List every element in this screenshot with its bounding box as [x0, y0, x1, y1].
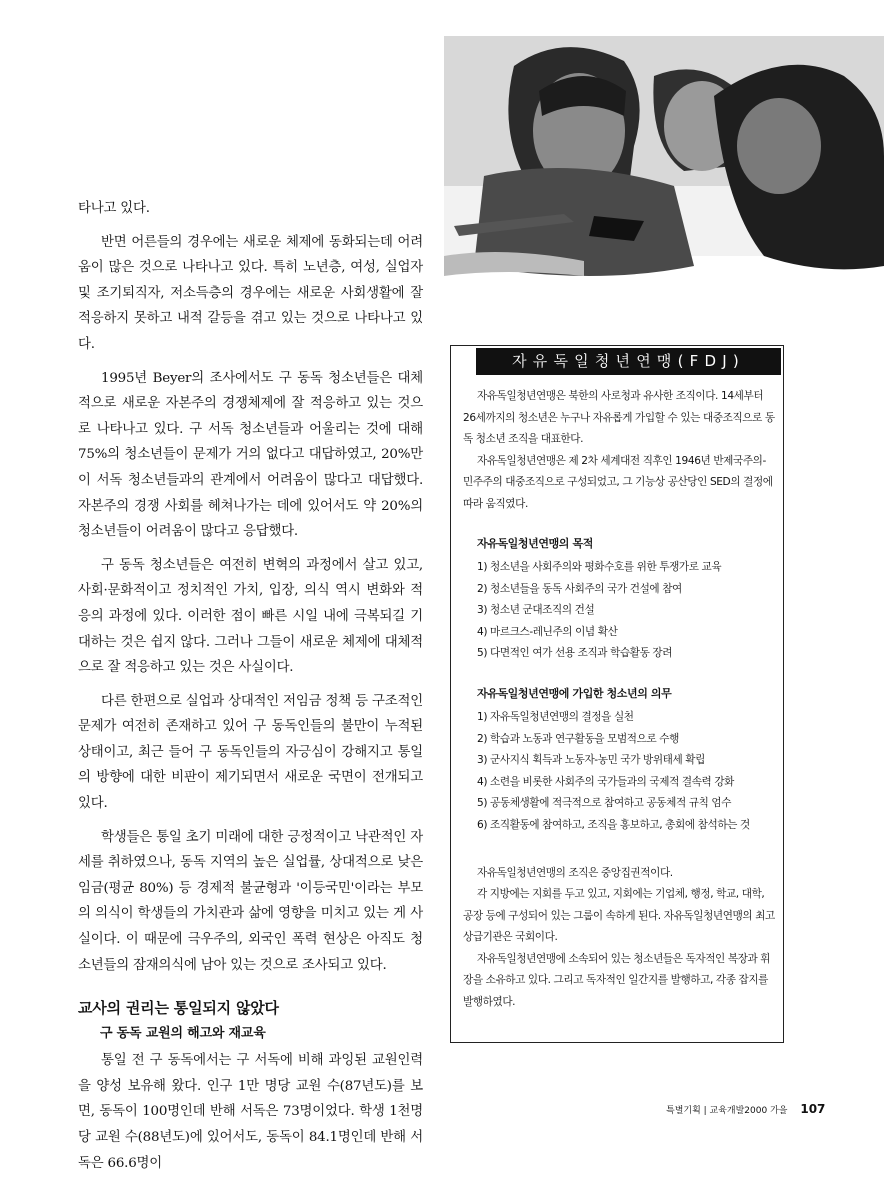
goals-list: [463, 557, 775, 665]
duty-item: 4) 소련을 비롯한 사회주의 국가들과의 국제적 결속력 강화: [477, 775, 735, 788]
duty-item: 3) 군사지식 획득과 노동자-농민 국가 방위태세 확립: [477, 754, 705, 767]
duties-heading: 자유독일청년연맹에 가입한 청소년의 의무: [477, 686, 672, 700]
page-number: 107: [800, 1102, 826, 1116]
spacer: [463, 837, 775, 863]
article-paragraph: 구 동독 청소년들은 여전히 변혁의 과정에서 살고 있고, 사회·문화적이고 정치적인 가치, 입장, 의식 역시 변화와 적응의 과정에 있다. 이러한 점이 빠른 시일 내에 극복되길 기대하는 것은 쉽지 않다. 그러나 그들이 새로운 체제에 대체적으로 잘 적응하고 있는 것은 사실이다.: [78, 557, 423, 676]
duty-item: 6) 조직활동에 참여하고, 조직을 홍보하고, 총회에 참석하는 것: [477, 818, 750, 831]
sidebar-paragraph: 각 지방에는 지회를 두고 있고, 지회에는 기업체, 행정, 학교, 대학, 공장 등에 구성되어 있는 그룹이 속하게 된다. 자유독일청년연맹의 최고 상급기관은 국회이다.: [463, 888, 775, 944]
goals-heading: 자유독일청년연맹의 목적: [477, 537, 593, 550]
sidebar-paragraph: 자유독일청년연맹은 북한의 사로청과 유사한 조직이다. 14세부터 26세까지의 청소년은 누구나 자유롭게 가입할 수 있는 대중조직으로 동독 청소년 조직을 대표한다.: [463, 390, 775, 445]
sidebar-paragraph: 자유독일청년연맹은 제 2차 세계대전 직후인 1946년 반제국주의-민주주의 대중조직으로 구성되었고, 그 기능상 공산당인 SED의 결정에 따라 움직였다.: [463, 454, 773, 510]
students-photo-image: [444, 36, 884, 306]
duties-list: [463, 707, 775, 837]
goal-item: 5) 다면적인 여가 선용 조직과 학습활동 장려: [477, 647, 673, 660]
page-footer: [666, 1102, 825, 1116]
goal-item: 2) 청소년들을 동독 사회주의 국가 건설에 참여: [477, 582, 682, 595]
sidebar-body: [463, 386, 775, 1013]
sub-heading: 구 동독 교원의 해고와 재교육: [100, 1026, 266, 1042]
goal-item: 3) 청소년 군대조직의 건설: [477, 604, 595, 617]
article-paragraph: 다른 한편으로 실업과 상대적인 저임금 정책 등 구조적인 문제가 여전히 존재하고 있어 구 동독인들의 불만이 누적된 상태이고, 최근 들어 구 동독인들의 자긍심이 강해지고 통일의 방향에 대한 비판이 제기되면서 새로운 국면이 전개되고 있다.: [78, 693, 423, 812]
duty-item: 2) 학습과 노동과 연구활동을 모범적으로 수행: [477, 732, 679, 745]
article-paragraph: 반면 어른들의 경우에는 새로운 체제에 동화되는데 어려움이 많은 것으로 나타나고 있다. 특히 노년층, 여성, 실업자 및 조기퇴직자, 저소득층의 경우에는 새로운 사회생활에 잘 적응하지 못하고 내적 갈등을 겪고 있는 것으로 나타나고 있다.: [78, 234, 423, 352]
section-heading: 교사의 권리는 통일되지 않았다: [78, 999, 279, 1018]
article-paragraph: 1995년 Beyer의 조사에서도 구 동독 청소년들은 대체적으로 새로운 자본주의 경쟁체제에 잘 적응하고 있는 것으로 나타나고 있다. 구 서독 청소년들과 어울리는 것에 대해 75%의 청소년들이 문제가 거의 없다고 대답하였고, 20%만이 서독 청소년들과의 관계에서 어려움이 많다고 대답했다. 자본주의 경쟁 사회를 헤쳐나가는 데에 있어서도 약 20%의 청소년들이 어려움이 많다고 응답했다.: [78, 370, 423, 540]
fdj-sidebar-box: [450, 345, 784, 1043]
article-paragraph: 통일 전 구 동독에서는 구 서독에 비해 과잉된 교원인력을 양성 보유해 왔다. 인구 1만 명당 교원 수(87년도)를 보면, 동독이 100명인데 반해 서독은 73명이었다. 학생 1천명 당 교원 수(88년도)에 있어서도, 동독이 84.1명인데 반해 서독은 66.6명이: [78, 1053, 423, 1171]
article-paragraph: 학생들은 통일 초기 미래에 대한 긍정적이고 낙관적인 자세를 취하였으나, 동독 지역의 높은 실업률, 상대적으로 낮은 임금(평균 80%) 등 경제적 불균형과 '이등국민'이라는 부모의 의식이 학생들의 가치관과 삶에 영향을 미치고 있는 게 사실이다. 이 때문에 극우주의, 외국인 폭력 현상은 아직도 청소년들의 잠재의식에 남아 있는 것으로 조사되고 있다.: [78, 829, 423, 973]
sidebar-paragraph: 자유독일청년연맹에 소속되어 있는 청소년들은 독자적인 복장과 휘장을 소유하고 있다. 그리고 독자적인 일간지를 발행하고, 각종 잡지를 발행하였다.: [463, 952, 771, 1008]
duty-item: 5) 공동체생활에 적극적으로 참여하고 공동체적 규칙 엄수: [477, 797, 732, 810]
goal-item: 1) 청소년을 사회주의와 평화수호를 위한 투쟁가로 교육: [477, 561, 722, 573]
sidebar-title: 자유독일청년연맹(FDJ): [476, 348, 781, 375]
article-column: [78, 196, 423, 1184]
students-photo: [444, 36, 884, 306]
sidebar-paragraph: 자유독일청년연맹의 조직은 중앙집권적이다.: [477, 866, 673, 879]
duty-item: 1) 자유독일청년연맹의 결정을 실천: [477, 710, 634, 723]
goal-item: 4) 마르크스-레닌주의 이념 확산: [477, 625, 618, 638]
article-paragraph: 타나고 있다.: [78, 201, 150, 216]
footer-label: 특별기획 | 교육개발2000 가을: [666, 1106, 788, 1116]
